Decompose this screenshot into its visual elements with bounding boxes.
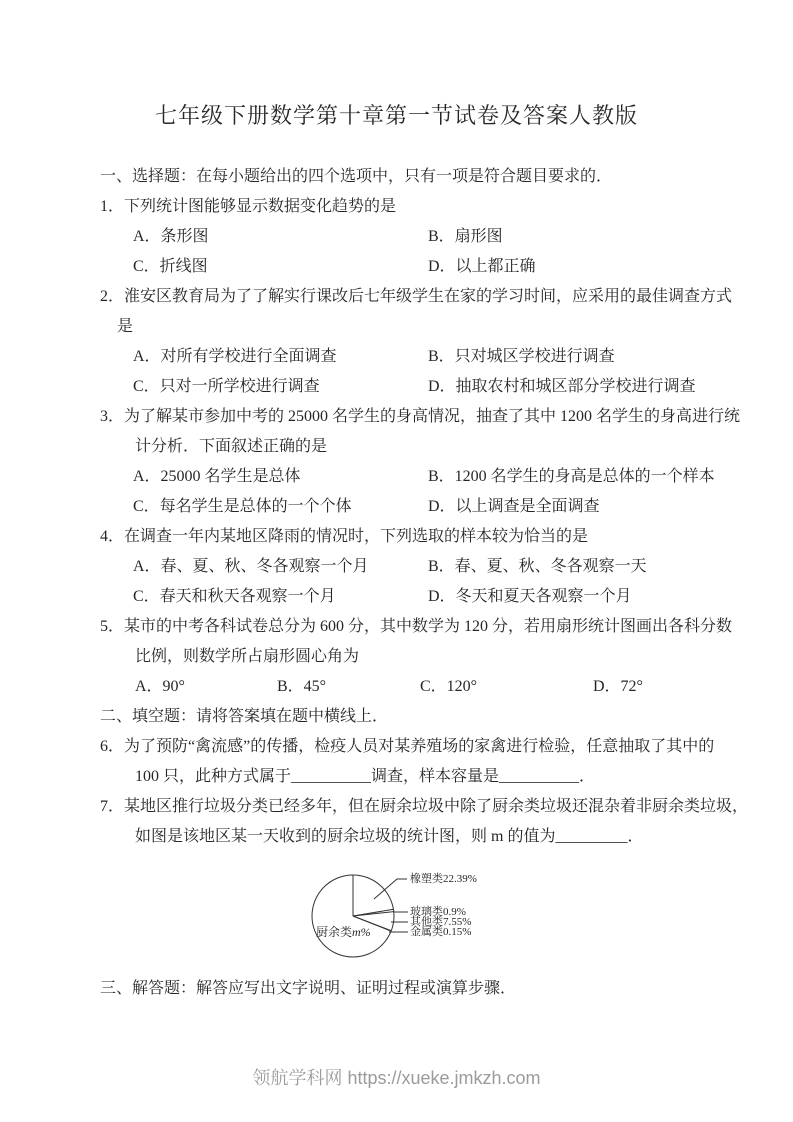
page-title: 七年级下册数学第十章第一节试卷及答案人教版 — [154, 103, 638, 128]
question-text-line: 4．在调查一年内某地区降雨的情况时，下列选取的样本较为恰当的是 — [100, 528, 589, 545]
option-b: B．只对城区学校进行调查 — [428, 348, 615, 365]
question-text-line: 计分析．下面叙述正确的是 — [135, 438, 328, 455]
pie-chart — [100, 852, 701, 974]
pie-label-rubber-plastic: 橡塑类22.39% — [410, 873, 477, 885]
question-2 — [100, 282, 733, 402]
question-text-line: 3．为了解某市参加中考的 25000 名学生的身高情况，抽查了其中 1200 名学生的身高进行统 — [100, 408, 741, 425]
option-a: A．对所有学校进行全面调查 — [133, 348, 337, 365]
option-d: D．抽取农村和城区部分学校进行调查 — [428, 378, 696, 395]
question-text-line: 6．为了预防“禽流感”的传播，检疫人员对某养殖场的家禽进行检验，任意抽取了其中的 — [100, 738, 715, 755]
section-choice-heading: 一、选择题：在每小题给出的四个选项中，只有一项是符合题目要求的． — [100, 168, 613, 185]
question-text-line: 比例，则数学所占扇形圆心角为 — [135, 648, 360, 665]
question-2-options — [100, 342, 701, 402]
question-7 — [100, 792, 749, 852]
section-solve-heading: 三、解答题：解答应写出文字说明、证明过程或演算步骤． — [100, 980, 517, 997]
pie-leader-rubber-plastic — [374, 879, 407, 899]
question-4-options — [100, 552, 701, 612]
option-d: D．以上都正确 — [428, 258, 536, 275]
pie-slice-lines — [353, 875, 394, 931]
option-b: B．春、夏、秋、冬各观察一天 — [428, 558, 647, 575]
footer-site-name: 领航学科网 — [252, 1068, 343, 1088]
pie-chart-svg — [290, 852, 500, 974]
pie-label-glass: 玻璃类0.9% — [410, 906, 466, 918]
question-5-options — [100, 672, 701, 702]
pie-label-other: 其他类7.55% — [410, 916, 472, 928]
question-text-line: 7．某地区推行垃圾分类已经多年，但在厨余垃圾中除了厨余类垃圾还混杂着非厨余类垃圾， — [100, 798, 749, 815]
option-a: A．春、夏、秋、冬各观察一个月 — [133, 558, 369, 575]
question-1 — [100, 192, 701, 282]
question-text-line: 是 — [117, 318, 134, 335]
option-d: D．以上调查是全面调查 — [428, 498, 600, 515]
footer-site-url: https://xueke.jmkzh.com — [347, 1068, 541, 1088]
question-text-line: 1．下列统计图能够显示数据变化趋势的是 — [100, 198, 397, 215]
option-b: B．扇形图 — [428, 228, 503, 245]
option-b: B．1200 名学生的身高是总体的一个样本 — [428, 468, 715, 485]
option-d: D．冬天和夏天各观察一个月 — [428, 588, 632, 605]
footer-watermark — [0, 1064, 793, 1090]
question-4 — [100, 522, 701, 612]
option-b: B．45° — [277, 678, 327, 695]
question-text-line: 2．淮安区教育局为了了解实行课改后七年级学生在家的学习时间，应采用的最佳调查方式 — [100, 288, 733, 305]
option-c: C．每名学生是总体的一个个体 — [133, 498, 352, 515]
question-1-options — [100, 222, 701, 282]
question-text-line: 5．某市的中考各科试卷总分为 600 分，其中数学为 120 分，若用扇形统计图画出各科分数 — [100, 618, 733, 635]
option-a: A．25000 名学生是总体 — [133, 468, 301, 485]
option-a: A．90° — [135, 678, 185, 695]
question-5 — [100, 612, 733, 702]
option-c: C．只对一所学校进行调查 — [133, 378, 320, 395]
question-3 — [100, 402, 741, 522]
question-text-line-with-blanks: 100 只，此种方式属于__________调查，样本容量是__________． — [135, 768, 596, 785]
question-6 — [100, 732, 715, 792]
pie-label-kitchen: 厨余类m% — [316, 925, 371, 939]
exam-body — [0, 162, 793, 1004]
pie-label-metal: 金属类0.15% — [410, 926, 472, 938]
section-fill-heading: 二、填空题：请将答案填在题中横线上． — [100, 708, 389, 725]
option-d: D．72° — [593, 678, 643, 695]
option-c: C．120° — [420, 678, 478, 695]
option-c: C．折线图 — [133, 258, 208, 275]
question-text-line-with-blanks: 如图是该地区某一天收到的厨余垃圾的统计图，则 m 的值为_________． — [135, 828, 644, 845]
option-a: A．条形图 — [133, 228, 209, 245]
question-3-options — [100, 462, 715, 522]
option-c: C．春天和秋天各观察一个月 — [133, 588, 336, 605]
